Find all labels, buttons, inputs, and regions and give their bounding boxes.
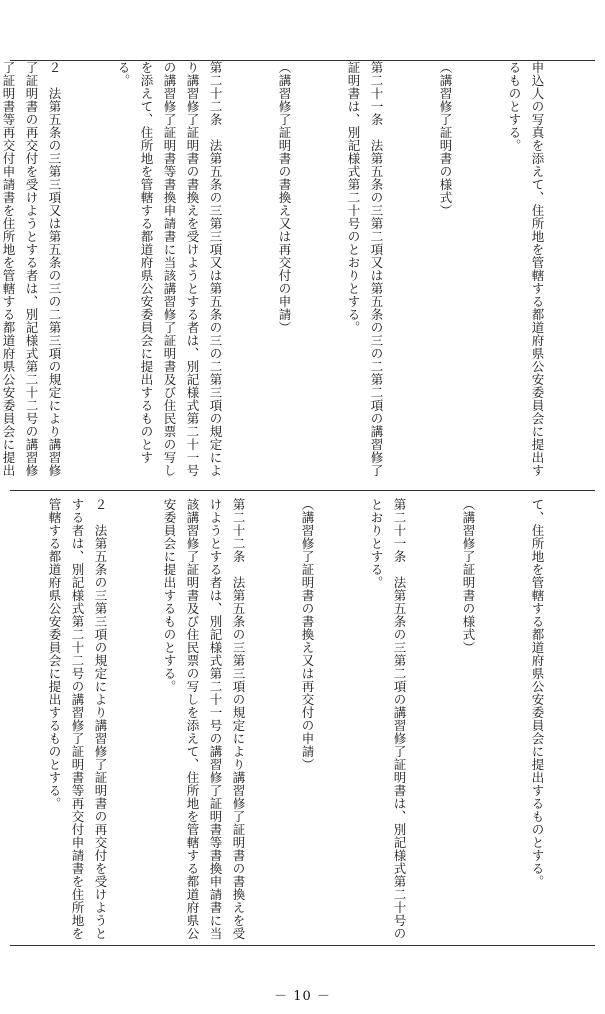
new-article-22-2: ２ 法第五条の三第三項の規定により講習修了証明書の再交付を受けようとする者は、別記様式第二十二号の講習修了証明書等再交付申請書を住所地を管轄する都道府県公安委員会に提出するものとする。 xyxy=(47,498,108,940)
page-number: － 10 － xyxy=(274,989,331,1004)
new-text-body xyxy=(0,498,595,940)
old-article-22: 第二十二条 法第五条の三第三項又は第五条の三の二第三項の規定により講習修了証明書の書換えを受けようとする者は、別記様式第二十一号の講習修了証明書等書換申請書に当該講習修了証明書及び住民票の写しを添えて、住所地を管轄する都道府県公安委員会に提出するものとする。 xyxy=(116,61,223,477)
section-divider xyxy=(10,490,595,491)
old-article-22-2: ２ 法第五条の三第三項又は第五条の三の二第三項の規定により講習修了証明書の再交付を受けようとする者は、別記様式第二十二号の講習修了証明書等再交付申請書を住所地を管轄する都道府県公安委員会に提出 xyxy=(1,61,62,477)
new-heading-2: （講習修了証明書の書換え又は再交付の申請） xyxy=(300,498,315,771)
old-text-body xyxy=(0,61,595,486)
new-text-pane xyxy=(10,498,595,940)
old-heading-2: （講習修了証明書の書換え又は再交付の申請） xyxy=(277,61,292,334)
new-article-22: 第二十二条 法第五条の三第三項の規定により講習修了証明書の書換えを受けようとする者は、別記様式第二十一号の講習修了証明書等書換申請書に当該講習修了証明書及び住民票の写しを添えて、住所地を管轄する都道府県公安委員会に提出するものとする。 xyxy=(162,498,246,940)
bottom-rule xyxy=(10,945,595,946)
old-text-pane xyxy=(1,60,595,486)
old-heading-1: （講習修了証明書の様式） xyxy=(438,61,453,217)
new-article-21: 第二十一条 法第五条の三第二項の講習修了証明書は、別記様式第二十号のとおりとする。 xyxy=(369,498,407,940)
old-article-21: 第二十一条 法第五条の三第二項又は第五条の三の二第二項の講習修了証明書は、別記様式第二十号のとおりとする。 xyxy=(346,61,384,477)
old-col-0: 申込人の写真を添えて、住所地を管轄する都道府県公安委員会に提出するものとする。 xyxy=(507,61,545,477)
new-col-0: て、住所地を管轄する都道府県公安委員会に提出するものとする。 xyxy=(530,498,545,888)
new-heading-1: （講習修了証明書の様式） xyxy=(461,498,476,654)
